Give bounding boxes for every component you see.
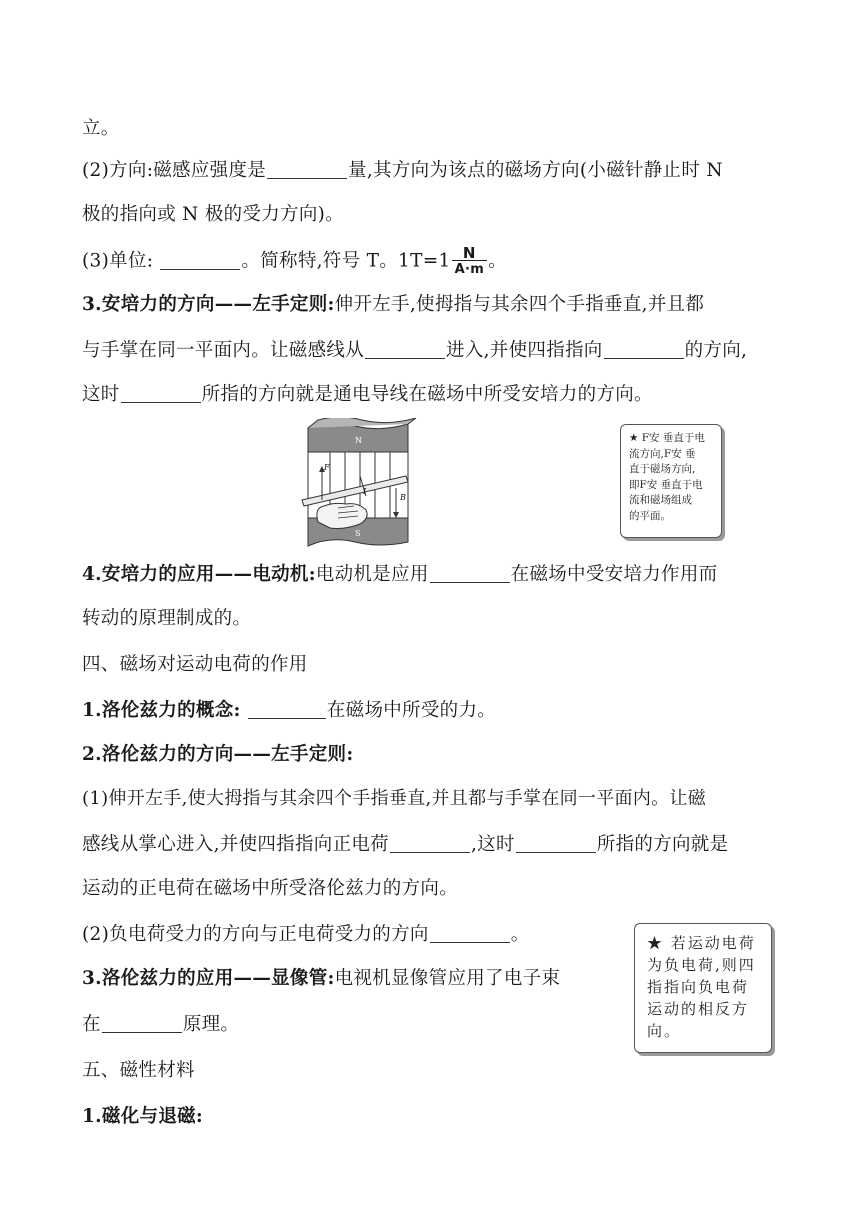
label-n: N — [355, 436, 362, 445]
text-line — [82, 562, 717, 588]
section-heading: 3.洛伦兹力的应用——显像管: — [82, 968, 335, 989]
answer-blank[interactable] — [267, 158, 347, 179]
sidenote-negative-charge — [634, 923, 772, 1053]
label-f: F — [324, 463, 330, 472]
text: 运动的正电荷在磁场中所受洛伦兹力的方向。 — [82, 878, 459, 899]
text: 。 — [510, 924, 530, 945]
answer-blank[interactable] — [121, 382, 201, 403]
text: 电动机是应用 — [315, 564, 429, 585]
text: 。 — [488, 250, 507, 272]
section-heading: 2.洛伦兹力的方向——左手定则: — [82, 744, 354, 765]
text: 转动的原理制成的。 — [82, 608, 252, 629]
text-line — [82, 966, 560, 992]
text — [241, 700, 247, 721]
note-line: 流方向,F安 垂 — [629, 447, 696, 460]
note-line: 向。 — [647, 1022, 682, 1040]
note-line: 的平面。 — [629, 509, 671, 522]
text: 立。 — [82, 118, 120, 139]
text: 伸开左手,使拇指与其余四个手指垂直,并且都 — [334, 294, 705, 315]
text-line — [82, 246, 507, 277]
note-line: 即F安 垂直于电 — [629, 478, 703, 491]
left-hand-rule-figure — [300, 418, 420, 550]
section-heading: 3.安培力的方向——左手定则: — [82, 294, 335, 315]
note-line: 流和磁场组成 — [629, 494, 692, 506]
text-line — [82, 606, 251, 632]
text: ,这时 — [470, 834, 515, 855]
note-line: 为负电荷,则四 — [647, 956, 756, 974]
answer-blank[interactable] — [430, 562, 510, 583]
section-title — [82, 1058, 195, 1084]
text: 量,其方向为该点的磁场方向(小磁针静止时 N — [348, 160, 723, 181]
text-line — [82, 382, 653, 408]
text: 电视机显像管应用了电子束 — [334, 968, 561, 989]
note-line: ★ 若运动电荷 — [647, 934, 756, 952]
magnet-diagram — [300, 418, 420, 550]
section-heading: 1.洛伦兹力的概念: — [82, 700, 241, 721]
text: 的方向, — [684, 340, 748, 361]
text: 这时 — [82, 384, 120, 405]
label-i: I — [363, 487, 367, 496]
note-line: 运动的相反方 — [647, 1000, 750, 1018]
text-line — [82, 742, 353, 768]
text-line — [82, 876, 458, 902]
answer-blank[interactable] — [604, 338, 684, 359]
text-line — [82, 338, 747, 364]
note-line: 直于磁场方向, — [629, 463, 696, 475]
text: 五、磁性材料 — [82, 1060, 195, 1081]
section-title — [82, 652, 308, 678]
text-line — [82, 158, 723, 184]
answer-blank[interactable] — [365, 338, 445, 359]
section-heading: 1.磁化与退磁: — [82, 1106, 204, 1127]
text: 在 — [82, 1014, 101, 1035]
section-heading: 4.安培力的应用——电动机: — [82, 564, 316, 585]
text-line — [82, 116, 120, 142]
text: (3)单位: — [82, 250, 160, 272]
text: 进入,并使四指指向 — [446, 340, 603, 361]
text-line — [82, 292, 704, 318]
text: 。简称特,符号 T。1T=1 — [241, 250, 451, 272]
fraction-denominator: A·m — [454, 262, 485, 277]
answer-blank[interactable] — [248, 698, 326, 719]
text: 所指的方向就是通电导线在磁场中所受安培力的方向。 — [201, 384, 653, 405]
text: 所指的方向就是 — [596, 834, 729, 855]
answer-blank[interactable] — [102, 1012, 182, 1033]
sidenote-ampere-force — [620, 424, 722, 538]
answer-blank[interactable] — [390, 832, 470, 853]
text: 四、磁场对运动电荷的作用 — [82, 654, 308, 675]
label-b: B — [400, 493, 406, 502]
text: 原理。 — [182, 1014, 240, 1035]
note-line: 指指向负电荷 — [647, 978, 750, 996]
fraction-numerator: N — [452, 246, 487, 261]
text-line — [82, 1012, 239, 1038]
text: 感线从掌心进入,并使四指指向正电荷 — [82, 834, 389, 855]
answer-blank[interactable] — [430, 922, 510, 943]
text: (1)伸开左手,使大拇指与其余四个手指垂直,并且都与手掌在同一平面内。让磁 — [82, 788, 707, 809]
note-line: ★ F安 垂直于电 — [629, 432, 705, 444]
text-line — [82, 1104, 203, 1130]
unit-fraction — [452, 246, 487, 277]
label-s: S — [355, 529, 361, 538]
text: 在磁场中受安培力作用而 — [510, 564, 718, 585]
text-line — [82, 698, 496, 724]
text-line — [82, 922, 530, 948]
answer-blank[interactable] — [516, 832, 596, 853]
text: 在磁场中所受的力。 — [326, 700, 497, 721]
text-line — [82, 832, 728, 858]
text: 极的指向或 N 极的受力方向)。 — [82, 204, 344, 225]
text: 与手掌在同一平面内。让磁感线从 — [82, 340, 365, 361]
current-wire — [302, 476, 408, 506]
text-line — [82, 786, 706, 812]
answer-blank[interactable] — [160, 249, 240, 270]
text: (2)方向:磁感应强度是 — [82, 160, 267, 181]
text-line — [82, 202, 344, 228]
text: (2)负电荷受力的方向与正电荷受力的方向 — [82, 924, 429, 945]
